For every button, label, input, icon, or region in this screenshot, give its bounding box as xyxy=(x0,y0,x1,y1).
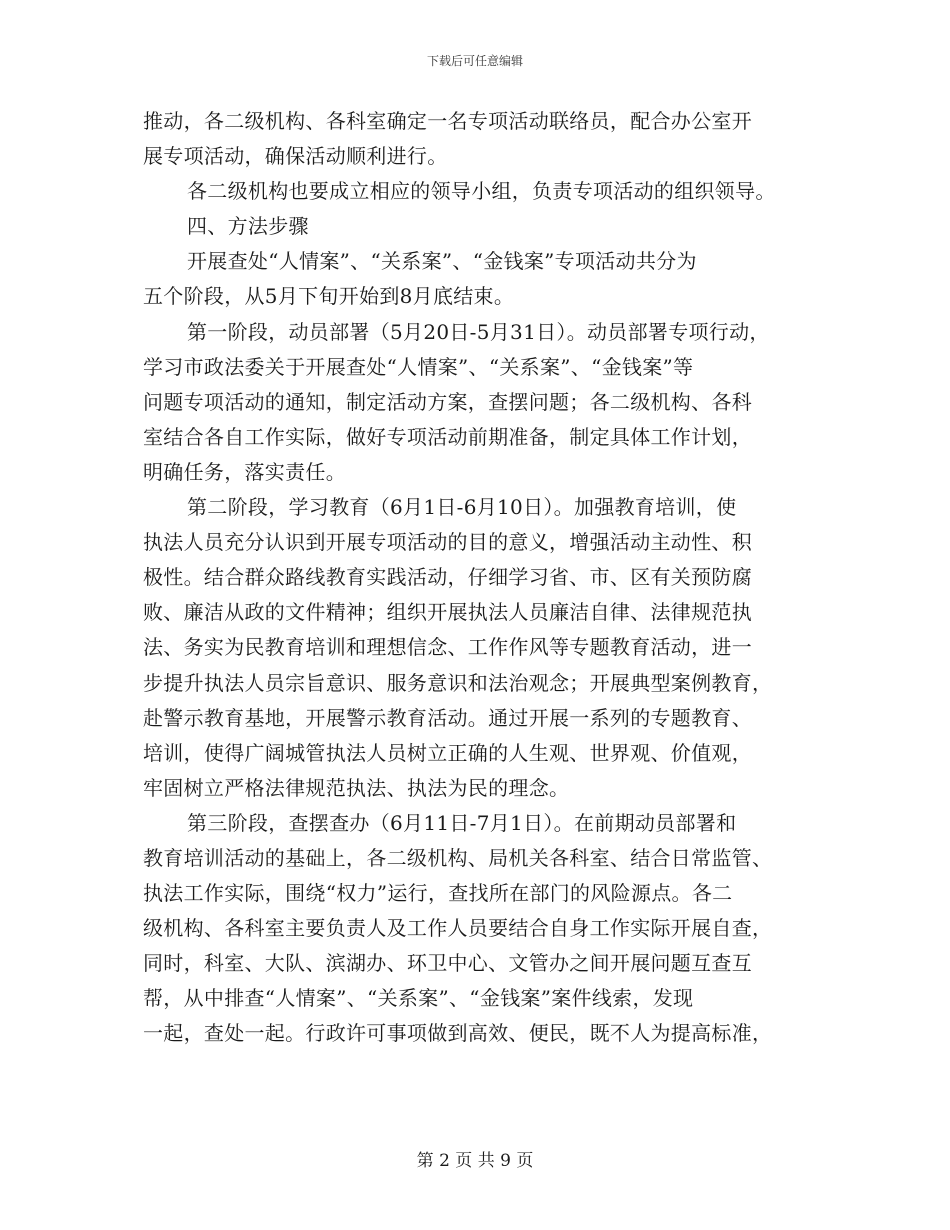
text-line: 极性。结合群众路线教育实践活动，仔细学习省、市、区有关预防腐 xyxy=(143,565,752,590)
text-line: 五个阶段，从5月下旬开始到8月底结束。 xyxy=(143,284,515,309)
text-line: 级机构、各科室主要负责人及工作人员要结合自身工作实际开展自查， xyxy=(143,916,773,941)
text-line: 第二阶段，学习教育（6月1日-6月10日）。加强教育培训，使 xyxy=(187,495,737,520)
text-line: 步提升执法人员宗旨意识、服务意识和法治观念；开展典型案例教育， xyxy=(143,670,773,695)
text-line: 室结合各自工作实际，做好专项活动前期准备，制定具体工作计划， xyxy=(143,424,752,449)
text-line: 败、廉洁从政的文件精神；组织开展执法人员廉洁自律、法律规范执 xyxy=(143,600,752,625)
text-line: 执法人员充分认识到开展专项活动的目的意义，增强活动主动性、积 xyxy=(143,530,752,555)
text-line: 帮，从中排查“人情案”、“关系案”、“金钱案”案件线索，发现 xyxy=(143,986,694,1011)
text-line: 教育培训活动的基础上，各二级机构、局机关各科室、结合日常监管、 xyxy=(143,845,773,870)
text-line: 问题专项活动的通知，制定活动方案，查摆问题；各二级机构、各科 xyxy=(143,389,752,414)
text-line: 明确任务，落实责任。 xyxy=(143,459,346,484)
page-footer: 第 2 页 共 9 页 xyxy=(416,1151,534,1171)
text-line: 学习市政法委关于开展查处“人情案”、“关系案”、“金钱案”等 xyxy=(143,354,694,379)
text-line: 同时，科室、大队、滨湖办、环卫中心、文管办之间开展问题互查互 xyxy=(143,951,752,976)
text-line: 推动，各二级机构、各科室确定一名专项活动联络员，配合办公室开 xyxy=(143,109,752,133)
text-line: 第一阶段，动员部署（5月20日-5月31日）。动员部署专项行动， xyxy=(187,319,770,344)
text-line: 开展查处“人情案”、“关系案”、“金钱案”专项活动共分为 xyxy=(187,249,697,274)
header-note: 下载后可任意编辑 xyxy=(426,54,523,68)
text-line: 执法工作实际，围绕“权力”运行，查找所在部门的风险源点。各二 xyxy=(143,881,733,906)
text-line: 法、务实为民教育培训和理想信念、工作作风等专题教育活动，进一 xyxy=(143,635,752,660)
text-line: 一起，查处一起。行政许可事项做到高效、便民，既不人为提高标准， xyxy=(143,1021,773,1046)
text-line: 赴警示教育基地，开展警示教育活动。通过开展一系列的专题教育、 xyxy=(143,705,752,730)
text-line: 牢固树立严格法律规范执法、执法为民的理念。 xyxy=(143,775,570,800)
text-line: 展专项活动，确保活动顺利进行。 xyxy=(143,144,448,169)
text-line: 各二级机构也要成立相应的领导小组，负责专项活动的组织领导。 xyxy=(187,179,776,204)
text-line: 培训，使得广阔城管执法人员树立正确的人生观、世界观、价值观， xyxy=(143,740,752,765)
text-line: 四、方法步骤 xyxy=(187,214,309,239)
text-line: 第三阶段，查摆查办（6月11日-7月1日）。在前期动员部署和 xyxy=(187,810,737,835)
document-body xyxy=(143,104,823,1052)
